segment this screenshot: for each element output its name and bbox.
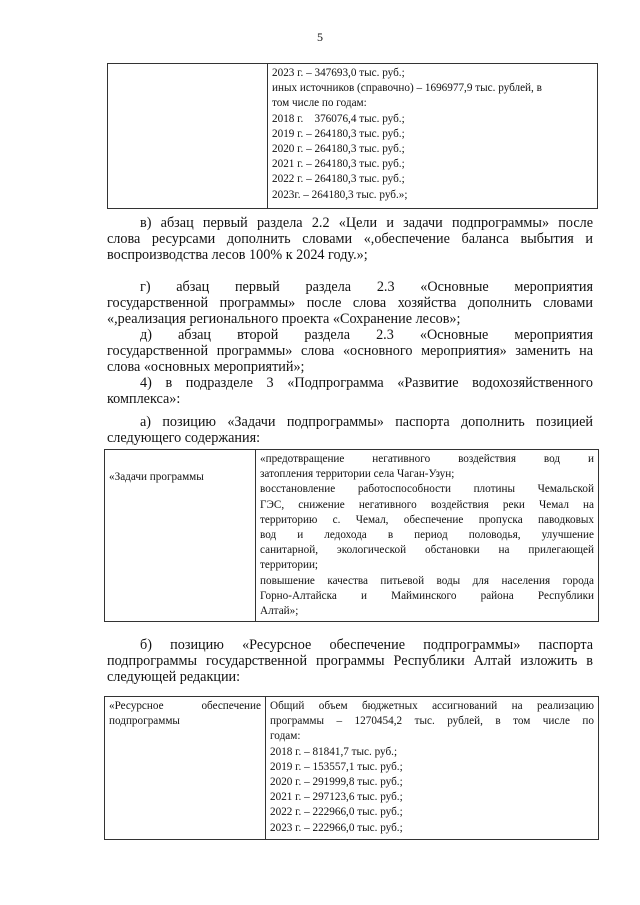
paragraph-line: а) позицию «Задачи подпрограммы» паспорта дополнить позицией bbox=[140, 414, 593, 430]
table-line: 2019 г. – 153557,1 тыс. руб.; bbox=[270, 760, 403, 773]
paragraph-line: государственной программы» слова «основного мероприятия» заменить на bbox=[107, 343, 593, 359]
table-line: программы – 1270454,2 тыс. рублей, в том числе по bbox=[270, 715, 594, 728]
table-line: ГЭС, снижение негативного воздействия реки Чемал на bbox=[260, 498, 594, 511]
table-line: территорию с. Чемал, обеспечение пропуска паводковых bbox=[260, 513, 594, 526]
table-cell-tasks bbox=[256, 450, 599, 622]
table-line: том числе по годам: bbox=[272, 97, 367, 110]
table-row bbox=[105, 697, 599, 840]
table-cell-label bbox=[105, 697, 266, 840]
table-line: территории; bbox=[260, 559, 319, 572]
table-cell-label: «Задачи программы bbox=[105, 450, 256, 622]
resource-table bbox=[104, 696, 599, 840]
table-line: 2018 г. 376076,4 тыс. руб.; bbox=[272, 112, 405, 125]
paragraph-line: подпрограммы государственной программы Республики Алтай изложить в bbox=[107, 653, 593, 669]
paragraph-line: воспроизводства лесов 100% к 2024 году.»; bbox=[107, 247, 368, 263]
table-cell-resources bbox=[266, 697, 599, 840]
table-row bbox=[105, 450, 599, 622]
table-line: 2021 г. – 297123,6 тыс. руб.; bbox=[270, 791, 403, 804]
table-line: 2021 г. – 264180,3 тыс. руб.; bbox=[272, 158, 405, 171]
table-line: затопления территории села Чаган-Узун; bbox=[260, 468, 455, 481]
table-cell-empty bbox=[108, 64, 268, 209]
table-line: Алтай»; bbox=[260, 605, 299, 618]
paragraph-4 bbox=[107, 375, 593, 407]
paragraph-line: следующего содержания: bbox=[107, 430, 261, 446]
page-number: 5 bbox=[317, 30, 323, 44]
paragraph-line: б) позицию «Ресурсное обеспечение подпрограммы» паспорта bbox=[140, 637, 593, 653]
paragraph-line: в) абзац первый раздела 2.2 «Цели и задачи подпрограммы» после bbox=[140, 215, 593, 231]
table-cell-funding bbox=[268, 64, 598, 209]
table-line: Общий объем бюджетных ассигнований на реализацию bbox=[270, 700, 594, 712]
table-line: 2018 г. – 81841,7 тыс. руб.; bbox=[270, 745, 398, 758]
table-line: подпрограммы bbox=[109, 715, 180, 728]
paragraph-a bbox=[107, 414, 593, 446]
paragraph-line: «,реализация регионального проекта «Сохранение лесов»; bbox=[107, 311, 461, 327]
table-line: Горно-Алтайска и Майминского района Республики bbox=[260, 589, 594, 602]
table-line: восстановление работоспособности плотины Чемальской bbox=[260, 483, 594, 496]
table-line: 2023 г. – 347693,0 тыс. руб.; bbox=[272, 67, 405, 79]
paragraph-line: 4) в подразделе 3 «Подпрограмма «Развитие водохозяйственного bbox=[140, 375, 593, 391]
paragraph-d bbox=[107, 327, 593, 375]
table-line: годам: bbox=[270, 730, 301, 743]
table-line: «предотвращение негативного воздействия вод и bbox=[260, 453, 594, 465]
table-line: 2020 г. – 291999,8 тыс. руб.; bbox=[270, 776, 403, 789]
paragraph-g bbox=[107, 279, 593, 327]
paragraph-line: комплекса»: bbox=[107, 391, 181, 407]
funding-table-continued bbox=[107, 63, 598, 209]
table-line: повышение качества питьевой воды для населения города bbox=[260, 574, 594, 587]
paragraph-line: слова ресурсами дополнить словами «,обеспечение баланса выбытия и bbox=[107, 231, 593, 247]
table-line: иных источников (справочно) – 1696977,9 тыс. рублей, в bbox=[272, 82, 542, 95]
paragraph-line: д) абзац второй раздела 2.3 «Основные мероприятия bbox=[140, 327, 593, 343]
table-row bbox=[108, 64, 598, 209]
table-line: санитарной, экологической обстановки на прилегающей bbox=[260, 544, 594, 557]
tasks-table bbox=[104, 449, 599, 622]
paragraph-b bbox=[107, 637, 593, 685]
table-line: вод и ледохода в период половодья, улучшение bbox=[260, 529, 594, 542]
table-line: 2020 г. – 264180,3 тыс. руб.; bbox=[272, 143, 405, 156]
paragraph-v bbox=[107, 215, 593, 263]
paragraph-line: слова «основных мероприятий»; bbox=[107, 359, 305, 375]
table-line: «Ресурсное обеспечение bbox=[109, 700, 261, 712]
table-line: 2023 г. – 222966,0 тыс. руб.; bbox=[270, 821, 403, 834]
table-line: 2023г. – 264180,3 тыс. руб.»; bbox=[272, 188, 408, 201]
table-line: 2022 г. – 222966,0 тыс. руб.; bbox=[270, 806, 403, 819]
paragraph-line: следующей редакции: bbox=[107, 669, 241, 685]
table-line: 2022 г. – 264180,3 тыс. руб.; bbox=[272, 173, 405, 186]
paragraph-line: г) абзац первый раздела 2.3 «Основные мероприятия bbox=[140, 279, 593, 295]
paragraph-line: государственной программы» после слова хозяйства дополнить словами bbox=[107, 295, 593, 311]
table-line: 2019 г. – 264180,3 тыс. руб.; bbox=[272, 127, 405, 140]
